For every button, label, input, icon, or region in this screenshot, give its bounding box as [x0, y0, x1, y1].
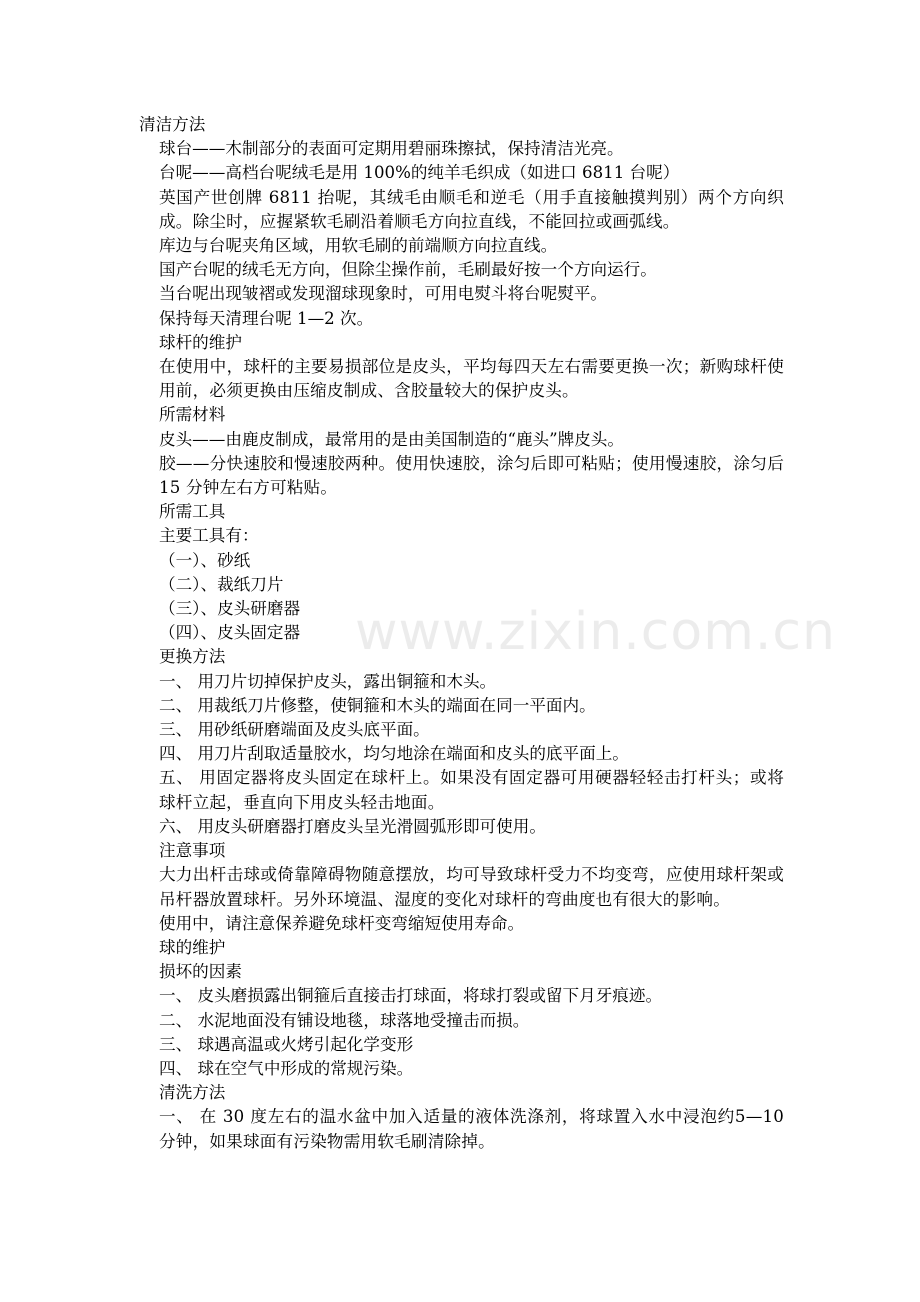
- damage-factor-1: 一、 皮头磨损露出铜箍后直接击打球面，将球打裂或留下月牙痕迹。: [159, 986, 663, 1006]
- damage-factor-3: 三、 球遇高温或火烤引起化学变形: [159, 1034, 414, 1054]
- list-item-tip-shaper: （三）、皮头研磨器: [159, 599, 301, 619]
- section-heading-tools: 所需工具: [159, 502, 226, 522]
- paragraph-domestic-cloth: 国产台呢的绒毛无方向，但除尘操作前，毛刷最好按一个方向运行。: [159, 260, 657, 280]
- damage-factor-2: 二、 水泥地面没有铺设地毯，球落地受撞击而损。: [159, 1010, 530, 1030]
- section-heading-ball-cleaning: 清洗方法: [159, 1083, 226, 1103]
- step-2: 二、 用裁纸刀片修整，使铜箍和木头的端面在同一平面内。: [159, 695, 596, 715]
- paragraph-cue-care: 使用中，请注意保养避免球杆变弯缩短使用寿命。: [159, 913, 525, 933]
- paragraph-cue-tip-replace: 在使用中，球杆的主要易损部位是皮头，平均每四天左右需要更换一次；新购球杆使用前，必须更换由压缩皮制成、含胶量较大的保护皮头。: [159, 357, 784, 401]
- step-3: 三、 用砂纸研磨端面及皮头底平面。: [159, 720, 430, 740]
- step-5: 五、 用固定器将皮头固定在球杆上。如果没有固定器可用硬器轻轻击打杆头；或将球杆立起，垂直向下用皮头轻击地面。: [159, 768, 784, 812]
- section-heading-cleaning-method: 清洁方法: [139, 115, 206, 134]
- ball-cleaning-step-1: 一、 在 30 度左右的温水盆中加入适量的液体洗涤剂，将球置入水中浸泡约5—10 分钟，如果球面有污染物需用软毛刷清除掉。: [159, 1107, 784, 1151]
- paragraph-cloth-direction: 英国产世创牌 6811 抬呢，其绒毛由顺毛和逆毛（用手直接触摸判别）两个方向织成。除尘时，应握紧软毛刷沿着顺毛方向拉直线，不能回拉或画弧线。: [159, 187, 784, 231]
- list-item-sandpaper: （一）、砂纸: [159, 550, 251, 570]
- section-heading-notes: 注意事项: [159, 841, 226, 861]
- watermark: www.zixin.com.cn: [355, 602, 836, 662]
- paragraph-table-wood: 球台——木制部分的表面可定期用碧丽珠擦拭，保持清洁光亮。: [159, 139, 624, 159]
- step-1: 一、 用刀片切掉保护皮头，露出铜箍和木头。: [159, 671, 497, 691]
- paragraph-iron-cloth: 当台呢出现皱褶或发现溜球现象时，可用电熨斗将台呢熨平。: [159, 284, 608, 304]
- paragraph-glue-types: 胶——分快速胶和慢速胶两种。使用快速胶，涂匀后即可粘贴；使用慢速胶，涂匀后 15 分钟左右方可粘贴。: [159, 453, 784, 498]
- step-6: 六、 用皮头研磨器打磨皮头呈光滑圆弧形即可使用。: [159, 816, 546, 836]
- section-heading-cue-maintenance: 球杆的维护: [159, 332, 242, 352]
- document-body: [139, 113, 784, 1154]
- paragraph-cloth-material: 台呢——高档台呢绒毛是用 100%的纯羊毛织成（如进口 6811 台呢）: [159, 163, 680, 183]
- paragraph-tip-material: 皮头——由鹿皮制成，最常用的是由美国制造的“鹿头”牌皮头。: [159, 429, 624, 449]
- paragraph-cue-bending: 大力出杆击球或倚靠障碍物随意摆放，均可导致球杆受力不均变弯，应使用球杆架或吊杆器放置球杆。另外环境温、湿度的变化对球杆的弯曲度也有很大的影响。: [159, 865, 784, 909]
- section-heading-materials: 所需材料: [159, 405, 226, 425]
- damage-factor-4: 四、 球在空气中形成的常规污染。: [159, 1058, 414, 1078]
- list-item-blade: （二）、裁纸刀片: [159, 574, 284, 594]
- section-heading-replace-method: 更换方法: [159, 647, 226, 667]
- section-heading-ball-maintenance: 球的维护: [159, 937, 226, 957]
- paragraph-daily-cleaning: 保持每天清理台呢 1—2 次。: [159, 308, 374, 328]
- paragraph-main-tools: 主要工具有：: [159, 526, 259, 546]
- section-heading-damage-factors: 损坏的因素: [159, 962, 242, 982]
- paragraph-cushion-corner: 库边与台呢夹角区域，用软毛刷的前端顺方向拉直线。: [159, 236, 558, 256]
- step-4: 四、 用刀片刮取适量胶水，均匀地涂在端面和皮头的底平面上。: [159, 744, 629, 764]
- list-item-tip-clamp: （四）、皮头固定器: [159, 623, 301, 643]
